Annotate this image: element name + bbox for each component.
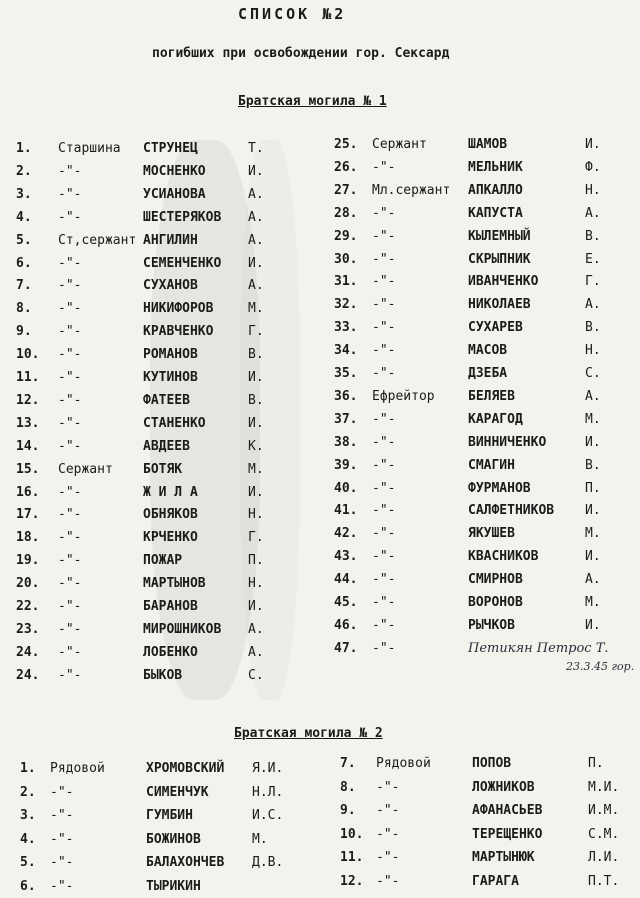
entry-rank: -"- [58, 621, 82, 637]
entry-name: ВИННИЧЕНКО [468, 434, 547, 450]
entry-rank: -"- [376, 873, 400, 889]
entry-init: М.И. [588, 779, 620, 795]
entry-rank: -"- [372, 457, 396, 473]
entry-num: 10. [16, 347, 40, 363]
entry-init: С. [248, 667, 264, 683]
entry-num: 33. [334, 320, 358, 336]
entry-init: И. [585, 434, 601, 450]
entry-init: Г. [585, 274, 601, 290]
entry-num: 11. [340, 850, 364, 865]
entry-rank: -"- [372, 297, 396, 313]
entry-rank: Старшина [58, 141, 121, 156]
entry-num: 7. [340, 756, 356, 771]
entry-name: ПОПОВ [472, 756, 512, 771]
entry-name: АНГИЛИН [143, 232, 198, 248]
entry-num: 17. [16, 507, 40, 523]
entry-rank: -"- [58, 415, 82, 431]
entry-rank: -"- [58, 438, 82, 454]
entry-num: 14. [16, 438, 40, 454]
entry-num: 29. [334, 228, 358, 244]
entry-init: Н. [248, 576, 264, 592]
document-title: СПИСОК №2 [238, 5, 347, 23]
entry-num: 46. [334, 617, 358, 633]
entry-name: АПКАЛЛО [468, 182, 523, 198]
entry-name: СМИРНОВ [468, 572, 523, 588]
entry-rank: -"- [50, 831, 74, 847]
entry-init: М. [252, 831, 268, 847]
entry-num: 34. [334, 343, 358, 359]
entry-init: В. [585, 457, 601, 473]
entry-name: ГУМБИН [146, 808, 193, 823]
entry-init: Г. [248, 324, 264, 340]
entry-init: М. [248, 301, 264, 317]
entry-rank: -"- [372, 251, 396, 267]
entry-rank: -"- [372, 366, 396, 381]
entry-num: 41. [334, 503, 358, 519]
entry-rank: -"- [376, 826, 400, 842]
entry-name: ИВАНЧЕНКО [468, 274, 539, 290]
entry-name: КАПУСТА [468, 205, 523, 221]
entry-rank: -"- [50, 808, 74, 823]
entry-rank: -"- [372, 205, 396, 221]
entry-rank: -"- [58, 484, 82, 500]
entry-num: 13. [16, 415, 40, 431]
entry-init: Н.Л. [252, 784, 284, 800]
entry-name: КЫЛЕМНЫЙ [468, 228, 531, 244]
entry-rank: -"- [376, 850, 400, 865]
entry-rank: -"- [372, 228, 396, 244]
entry-name: АФАНАСЬЕВ [472, 803, 543, 818]
entry-rank: -"- [50, 784, 74, 800]
entry-name: ТЕРЕЩЕНКО [472, 826, 543, 842]
entry-num: 24. [16, 644, 40, 660]
entry-num: 2. [20, 784, 36, 800]
entry-name: КАРАГОД [468, 411, 523, 427]
entry-init: И. [248, 370, 264, 385]
entry-init: А. [248, 278, 264, 294]
entry-name: Ж И Л А [143, 484, 198, 500]
entry-rank: -"- [58, 209, 82, 225]
entry-rank: -"- [372, 503, 396, 519]
entry-name: МАСОВ [468, 343, 508, 359]
entry-name: ЛОЖНИКОВ [472, 779, 535, 795]
entry-num: 16. [16, 484, 40, 500]
entry-num: 26. [334, 159, 358, 175]
entry-num: 7. [16, 278, 32, 294]
entry-name: ШАМОВ [468, 137, 508, 152]
entry-rank: -"- [58, 278, 82, 294]
entry-num: 8. [16, 301, 32, 317]
entry-name: СТРУНЕЦ [143, 141, 198, 156]
entry-rank: -"- [372, 617, 396, 633]
entry-num: 11. [16, 370, 40, 385]
entry-rank: -"- [372, 526, 396, 542]
entry-init: Г. [248, 530, 264, 546]
entry-name: ХРОМОВСКИЙ [146, 761, 225, 776]
entry-init: Е. [585, 251, 601, 267]
entry-name: ГАРАГА [472, 873, 519, 889]
entry-rank: -"- [372, 640, 396, 656]
entry-init: М. [585, 526, 601, 542]
entry-name: СКРЫПНИК [468, 251, 531, 267]
entry-rank: -"- [376, 779, 400, 795]
entry-num: 19. [16, 553, 40, 569]
entry-name: БЕЛЯЕВ [468, 388, 515, 404]
entry-num: 42. [334, 526, 358, 542]
entry-num: 10. [340, 826, 364, 842]
entry-name: ВОРОНОВ [468, 595, 523, 610]
entry-name: УСИАНОВА [143, 186, 206, 202]
entry-init: В. [585, 320, 601, 336]
entry-num: 12. [16, 392, 40, 408]
entry-init: И. [248, 484, 264, 500]
entry-name: РЫЧКОВ [468, 617, 515, 633]
entry-rank: -"- [376, 803, 400, 818]
entry-name: БЫКОВ [143, 667, 183, 683]
entry-num: 12. [340, 873, 364, 889]
entry-init: А. [248, 186, 264, 202]
entry-num: 38. [334, 434, 358, 450]
entry-name: ФУРМАНОВ [468, 480, 531, 496]
entry-name: БАРАНОВ [143, 599, 198, 614]
entry-name: ОБНЯКОВ [143, 507, 198, 523]
entry-num: 30. [334, 251, 358, 267]
entry-num: 9. [340, 803, 356, 818]
entry-rank: -"- [50, 878, 74, 894]
entry-num: 5. [16, 232, 32, 248]
entry-init: И. [585, 617, 601, 633]
entry-init: Н. [585, 343, 601, 359]
entry-name: ШЕСТЕРЯКОВ [143, 209, 222, 225]
entry-rank: -"- [372, 480, 396, 496]
entry-name: БОТЯК [143, 461, 183, 477]
entry-init: Т. [248, 141, 264, 156]
entry-num: 31. [334, 274, 358, 290]
entry-name: МОСНЕНКО [143, 163, 206, 179]
entry-rank: -"- [372, 434, 396, 450]
entry-rank: -"- [372, 572, 396, 588]
entry-name: КВАСНИКОВ [468, 549, 539, 565]
entry-name: МАРТЫНОВ [143, 576, 206, 592]
entry-init: М. [585, 411, 601, 427]
entry-num: 23. [16, 621, 40, 637]
entry-init: В. [248, 392, 264, 408]
entry-rank: Ефрейтор [372, 388, 435, 404]
entry-init: И.М. [588, 803, 620, 818]
entry-name: БОЖИНОВ [146, 831, 201, 847]
entry-rank: -"- [58, 347, 82, 363]
entry-rank: -"- [58, 392, 82, 408]
entry-name: ЛОБЕНКО [143, 644, 198, 660]
entry-num: 37. [334, 411, 358, 427]
entry-num: 40. [334, 480, 358, 496]
entry-init: В. [248, 347, 264, 363]
entry-rank: -"- [58, 370, 82, 385]
entry-name: СМАГИН [468, 457, 515, 473]
entry-name: СЕМЕНЧЕНКО [143, 255, 222, 271]
handwritten-date: 23.3.45 гор. [566, 660, 635, 673]
entry-num: 18. [16, 530, 40, 546]
entry-init: В. [585, 228, 601, 244]
entry-num: 20. [16, 576, 40, 592]
entry-init: И. [585, 549, 601, 565]
entry-num: 44. [334, 572, 358, 588]
entry-init: Я.И. [252, 761, 284, 776]
entry-name: СТАНЕНКО [143, 415, 206, 431]
entry-rank: Рядовой [376, 756, 431, 771]
entry-init: А. [248, 621, 264, 637]
entry-init: А. [248, 644, 264, 660]
entry-rank: -"- [58, 324, 82, 340]
entry-init: Д.В. [252, 855, 284, 870]
entry-name: БАЛАХОНЧЕВ [146, 855, 225, 870]
entry-name: ФАТЕЕВ [143, 392, 190, 408]
entry-rank: -"- [58, 186, 82, 202]
entry-name: РОМАНОВ [143, 347, 198, 363]
entry-init: К. [248, 438, 264, 454]
entry-num: 27. [334, 182, 358, 198]
entry-num: 1. [20, 761, 36, 776]
entry-init: И. [585, 137, 601, 152]
entry-num: 36. [334, 388, 358, 404]
entry-rank: -"- [58, 301, 82, 317]
entry-rank: -"- [50, 855, 74, 870]
entry-name: СУХАНОВ [143, 278, 198, 294]
entry-init: Л.И. [588, 850, 620, 865]
entry-name: АВДЕЕВ [143, 438, 190, 454]
entry-rank: -"- [372, 274, 396, 290]
entry-init: И. [248, 599, 264, 614]
entry-rank: Мл.сержант [372, 182, 451, 198]
entry-name: КРЧЕНКО [143, 530, 198, 546]
entry-rank: -"- [58, 576, 82, 592]
entry-init: П. [248, 553, 264, 569]
entry-init: А. [248, 209, 264, 225]
entry-num: 25. [334, 137, 358, 152]
entry-rank: Сержант [58, 461, 113, 477]
entry-init: А. [585, 205, 601, 221]
entry-init: А. [248, 232, 264, 248]
entry-name: САЛФЕТНИКОВ [468, 503, 555, 519]
entry-num: 45. [334, 595, 358, 610]
entry-num: 4. [20, 831, 36, 847]
entry-rank: -"- [58, 255, 82, 271]
entry-num: 24. [16, 667, 40, 683]
entry-name: СИМЕНЧУК [146, 784, 209, 800]
entry-rank: -"- [372, 549, 396, 565]
entry-rank: -"- [58, 530, 82, 546]
entry-init: П. [585, 480, 601, 496]
entry-name: МЕЛЬНИК [468, 159, 523, 175]
entry-rank: -"- [58, 644, 82, 660]
entry-rank: -"- [58, 163, 82, 179]
entry-name: ТЫРИКИН [146, 878, 201, 894]
entry-num: 2. [16, 163, 32, 179]
entry-name: ЯКУШЕВ [468, 526, 515, 542]
entry-num: 1. [16, 141, 32, 156]
entry-init: И. [248, 163, 264, 179]
entry-rank: Ст,сержант [58, 232, 137, 248]
entry-num: 15. [16, 461, 40, 477]
entry-rank: -"- [372, 343, 396, 359]
grave1-title: Братская могила № 1 [238, 94, 387, 109]
entry-num: 3. [16, 186, 32, 202]
entry-num: 47. [334, 640, 358, 656]
entry-init: И.С. [252, 808, 284, 823]
entry-num: 5. [20, 855, 36, 870]
entry-num: 35. [334, 366, 358, 381]
entry-init: П.Т. [588, 873, 620, 889]
entry-init: И. [248, 415, 264, 431]
entry-num: 6. [16, 255, 32, 271]
entry-init: Н. [585, 182, 601, 198]
entry-rank: -"- [58, 599, 82, 614]
entry-init: А. [585, 297, 601, 313]
entry-init: М. [248, 461, 264, 477]
entry-num: 28. [334, 205, 358, 221]
entry-rank: -"- [58, 507, 82, 523]
entry-name: МАРТЫНЮК [472, 850, 535, 865]
entry-rank: -"- [372, 411, 396, 427]
grave2-title: Братская могила № 2 [234, 726, 383, 741]
entry-name: ДЗЕБА [468, 366, 508, 381]
entry-name: КРАВЧЕНКО [143, 324, 214, 340]
document-subtitle: погибших при освобождении гор. Сексард [152, 46, 450, 61]
entry-init: С.М. [588, 826, 620, 842]
entry-rank: Рядовой [50, 761, 105, 776]
entry-init: Ф. [585, 159, 601, 175]
entry-init: М. [585, 595, 601, 610]
entry-init: И. [248, 255, 264, 271]
entry-name: СУХАРЕВ [468, 320, 523, 336]
entry-name: ПОЖАР [143, 553, 183, 569]
entry-init: С. [585, 366, 601, 381]
entry-name: КУТИНОВ [143, 370, 198, 385]
entry-init: И. [585, 503, 601, 519]
entry-name: МИРОШНИКОВ [143, 621, 222, 637]
entry-num: 32. [334, 297, 358, 313]
entry-rank: -"- [58, 667, 82, 683]
entry-rank: -"- [372, 159, 396, 175]
entry-num: 8. [340, 779, 356, 795]
entry-name: НИКИФОРОВ [143, 301, 214, 317]
entry-name: Петикян Петрос Т. [468, 640, 609, 656]
entry-init: Н. [248, 507, 264, 523]
entry-num: 4. [16, 209, 32, 225]
entry-rank: Сержант [372, 137, 427, 152]
entry-num: 22. [16, 599, 40, 614]
entry-rank: -"- [372, 320, 396, 336]
entry-num: 3. [20, 808, 36, 823]
entry-rank: -"- [372, 595, 396, 610]
entry-init: А. [585, 388, 601, 404]
entry-init: А. [585, 572, 601, 588]
entry-num: 9. [16, 324, 32, 340]
entry-init: П. [588, 756, 604, 771]
entry-name: НИКОЛАЕВ [468, 297, 531, 313]
entry-num: 43. [334, 549, 358, 565]
entry-num: 6. [20, 878, 36, 894]
entry-num: 39. [334, 457, 358, 473]
entry-rank: -"- [58, 553, 82, 569]
